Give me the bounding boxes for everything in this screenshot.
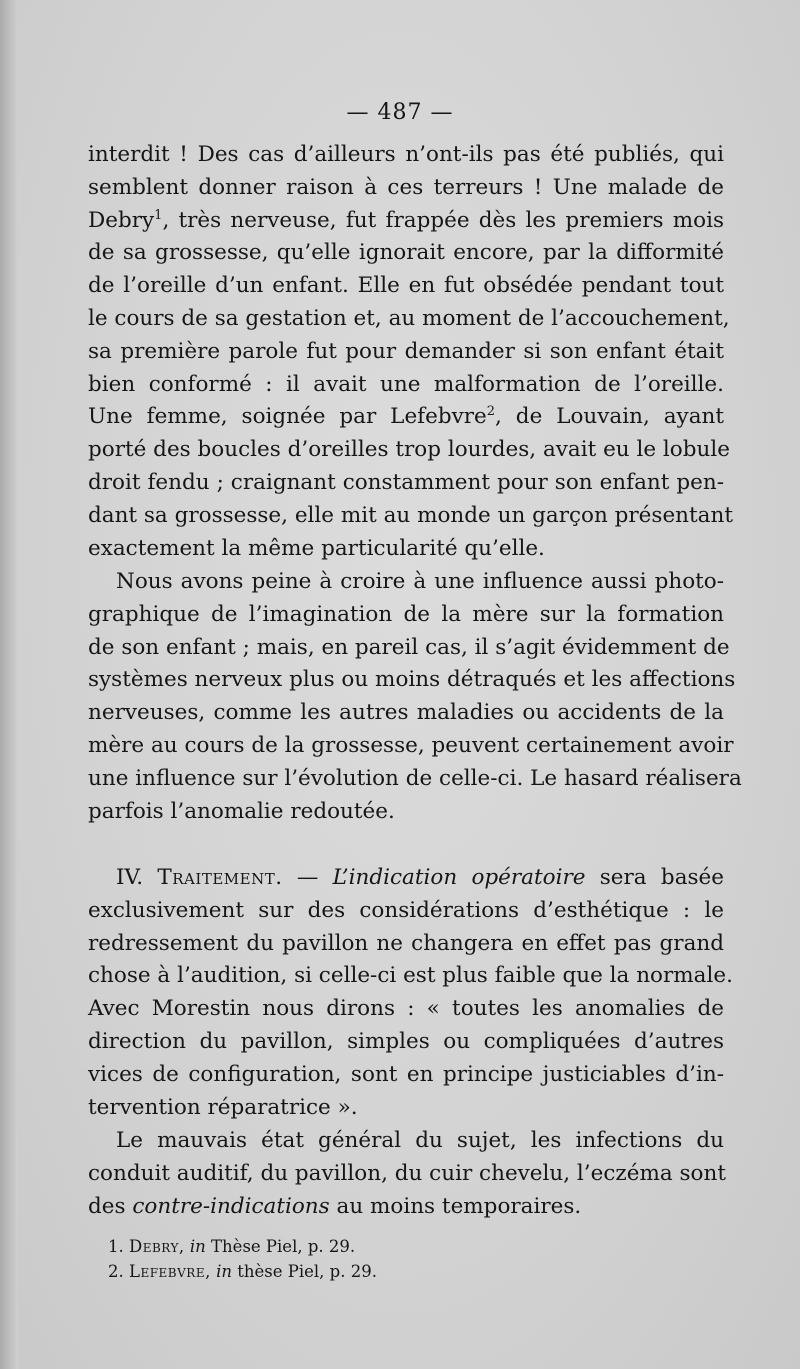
section-4-traitement <box>88 862 733 1124</box>
footnote-author: Debry, <box>129 1237 185 1256</box>
text-line <box>88 1191 724 1224</box>
text-line: parfois l’anomalie redoutée. <box>88 798 395 824</box>
text-span: sera basée <box>585 865 724 890</box>
section-heading: Traitement. <box>157 865 283 890</box>
footnote-number: 1. <box>108 1237 124 1256</box>
text-line: semblent donner raison à ces terreurs ! Une malade de <box>88 174 724 200</box>
text-line: nerveuses, comme les autres maladies ou accidents de la <box>88 700 724 726</box>
text-line: chose à l’audition, si celle-ci est plus faible que la normale. <box>88 963 733 989</box>
text-line: conduit auditif, du pavillon, du cuir chevelu, l’eczéma sont <box>88 1160 726 1186</box>
text-line: vices de configuration, sont en principe justiciables d’in- <box>88 1061 724 1087</box>
text-line: droit fendu ; craignant constamment pour son enfant pen- <box>88 469 724 495</box>
footnote-in: in <box>216 1262 232 1281</box>
text-span: L’ <box>332 865 349 890</box>
footnote-reference: thèse Piel, p. 29. <box>237 1262 377 1281</box>
paragraph-2 <box>88 566 742 828</box>
text-line: de sa grossesse, qu’elle ignorait encore, par la difformité <box>88 240 724 266</box>
text-line: Nous avons peine à croire à une influence aussi photo- <box>116 569 724 594</box>
footnote-ref: 1 <box>154 207 163 223</box>
text-line: de l’oreille d’un enfant. Elle en fut obsédée pendant tout <box>88 273 724 299</box>
author-name: Debry <box>88 207 155 233</box>
paragraph-4 <box>88 1125 724 1223</box>
text-line: interdit ! Des cas d’ailleurs n’ont-ils pas été publiés, qui <box>88 142 724 167</box>
page-number: — 487 — <box>346 100 454 125</box>
text-span: , très nerveuse, fut frappée dès les premiers mois <box>162 207 724 233</box>
footnotes <box>108 1234 377 1284</box>
footnote-number: 2. <box>108 1262 124 1281</box>
text-line: graphique de l’imagination de la mère sur la formation <box>88 601 724 627</box>
text-line: exclusivement sur des considérations d’esthétique : le <box>88 897 724 923</box>
text-line: exactement la même particularité qu’elle. <box>88 535 545 561</box>
text-span: , de Louvain, ayant <box>495 404 724 430</box>
footnote-in: in <box>189 1237 206 1256</box>
paragraph-1 <box>88 139 733 565</box>
text-line: redressement du pavillon ne changera en effet pas grand <box>88 930 724 956</box>
text-span: des <box>88 1193 133 1219</box>
footnote-ref: 2 <box>486 404 496 420</box>
page-edge-shadow <box>0 0 18 1369</box>
text-line: systèmes nerveux plus ou moins détraqués et les affections <box>88 667 736 693</box>
text-line: de son enfant ; mais, en pareil cas, il s’agit évidemment de <box>88 634 730 660</box>
text-line: Le mauvais état général du sujet, les infections du <box>116 1128 724 1153</box>
text-line: tervention réparatrice ». <box>88 1094 358 1120</box>
text-span: — <box>282 865 333 890</box>
text-line: bien conformé : il avait une malformation de l’oreille. <box>88 371 724 397</box>
text-line: porté des boucles d’oreilles trop lourdes, avait eu le lobule <box>88 437 730 463</box>
italic-term: contre-indications <box>132 1193 330 1219</box>
section-heading-line <box>88 862 724 895</box>
text-line <box>88 205 724 238</box>
text-line: sa première parole fut pour demander si son enfant était <box>88 338 724 364</box>
text-line: direction du pavillon, simples ou compliquées d’autres <box>88 1028 724 1054</box>
text-line: dant sa grossesse, elle mit au monde un garçon présentant <box>88 502 733 528</box>
text-line <box>88 401 724 434</box>
text-span: au moins temporaires. <box>329 1193 582 1219</box>
footnote-1 <box>108 1234 377 1259</box>
footnote-reference: Thèse Piel, p. 29. <box>211 1237 356 1256</box>
section-numeral: IV. <box>116 865 144 890</box>
text-line: Avec Morestin nous dirons : « toutes les anomalies de <box>88 996 724 1022</box>
text-span: Une femme, soignée par Lefebvre <box>88 404 487 430</box>
footnote-author: Lefebvre, <box>129 1262 211 1281</box>
text-line: mère au cours de la grossesse, peuvent certainement avoir <box>88 732 734 758</box>
italic-term: indication opératoire <box>348 865 586 890</box>
text-line: une influence sur l’évolution de celle-ci. Le hasard réalisera <box>88 765 742 791</box>
footnote-2 <box>108 1259 377 1284</box>
text-line: le cours de sa gestation et, au moment de l’accouchement, <box>88 305 730 331</box>
